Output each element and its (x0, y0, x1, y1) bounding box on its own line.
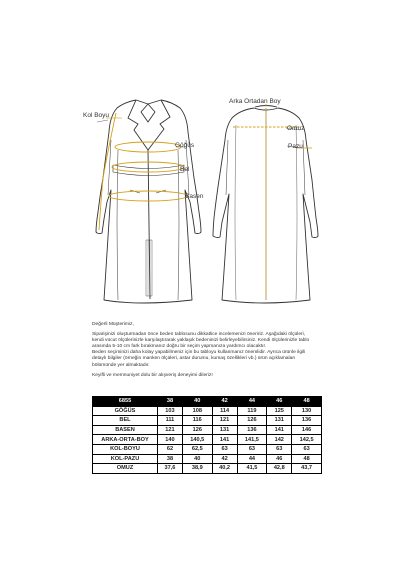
table-row (93, 454, 322, 464)
table-cell: 136 (292, 416, 322, 426)
front-measurements (99, 113, 187, 230)
table-cell: 119 (237, 406, 267, 416)
table-row-label: BEL (93, 416, 158, 426)
table-row (93, 444, 322, 454)
table-cell: 63 (212, 444, 237, 454)
front-view (96, 100, 201, 303)
table-cell: 43,7 (292, 464, 322, 474)
table-cell: 41,5 (237, 464, 267, 474)
table-header-cell: 6855 (93, 397, 158, 407)
table-cell: 141,5 (237, 435, 267, 445)
table-cell: 37,6 (158, 464, 183, 474)
table-cell: 116 (182, 416, 212, 426)
table-cell: 136 (237, 425, 267, 435)
table-cell: 38 (158, 454, 183, 464)
table-cell: 40 (182, 454, 212, 464)
table-cell: 42,8 (267, 464, 292, 474)
label-pointers (97, 120, 305, 196)
table-cell: 62,5 (182, 444, 212, 454)
table-header-cell: 40 (182, 397, 212, 407)
label-back-center-length: Arka Ortadan Boy (229, 98, 281, 105)
table-cell: 103 (158, 406, 183, 416)
table-cell: 140 (158, 435, 183, 445)
table-cell: 63 (267, 444, 292, 454)
table-row (93, 406, 322, 416)
back-measurements (233, 104, 312, 300)
table-cell: 126 (237, 416, 267, 426)
size-table-header-row (93, 397, 322, 407)
table-header-cell: 38 (158, 397, 183, 407)
label-hip: Basen (185, 193, 204, 200)
table-header-cell: 44 (237, 397, 267, 407)
table-cell: 114 (212, 406, 237, 416)
table-cell: 142 (267, 435, 292, 445)
table-cell: 141 (212, 435, 237, 445)
table-cell: 111 (158, 416, 183, 426)
table-cell: 42 (212, 454, 237, 464)
back-view (213, 106, 318, 304)
table-header-cell: 48 (292, 397, 322, 407)
table-cell: 44 (237, 454, 267, 464)
table-cell: 48 (292, 454, 322, 464)
notice-paragraph-1: Siparişinizi oluşturmadan önce beden tablosunu dikkatlice incelemenizi öneririz. Aşağıdaki ölçüleri, kendi vücut ölçülerinizle karşılaştırarak yaklaşık bedeninizi belirleyebilirsiniz. Kendi ölçülerinizle tablo arasında 5-10 cm fark bırakmanız doğru bir seçim yapmanıza yardımcı olacaktır. (92, 332, 310, 350)
table-cell: 46 (267, 454, 292, 464)
table-row-label: KOL-PAZU (93, 454, 158, 464)
label-chest: Göğüs (175, 142, 195, 149)
label-shoulder: Omuz (287, 125, 305, 132)
notice-greeting: Değerli Müşterimiz, (92, 322, 134, 327)
table-cell: 108 (182, 406, 212, 416)
table-cell: 140,5 (182, 435, 212, 445)
size-table (92, 396, 322, 474)
table-row-label: ARKA-ORTA-BOY (93, 435, 158, 445)
table-cell: 63 (292, 444, 322, 454)
table-cell: 63 (237, 444, 267, 454)
table-cell: 130 (292, 406, 322, 416)
size-table-body (93, 406, 322, 473)
table-cell: 131 (212, 425, 237, 435)
table-cell: 146 (292, 425, 322, 435)
label-waist: Bel (180, 166, 190, 173)
table-cell: 62 (158, 444, 183, 454)
table-row (93, 425, 322, 435)
table-cell: 121 (158, 425, 183, 435)
table-header-cell: 42 (212, 397, 237, 407)
label-upper-arm: Pazu (288, 143, 303, 150)
table-row (93, 464, 322, 474)
table-row-label: OMUZ (93, 464, 158, 474)
customer-notice (92, 322, 317, 379)
table-row-label: KOL-BOYU (93, 444, 158, 454)
notice-paragraph-2: Beden seçiminizi daha kolay yapabilmeniz için bu tabloyu kullanmanız önemlidir. Ayrıca ürünle ilgili detaylı bilgiler (örneğin manken ölçüleri, astar durumu, kumaş özellikleri vb.) ürün açıklamaları bölümünde yer almaktadır. (92, 350, 306, 368)
table-cell: 131 (267, 416, 292, 426)
table-row-label: GÖĞÜS (93, 406, 158, 416)
table-cell: 126 (182, 425, 212, 435)
table-cell: 125 (267, 406, 292, 416)
table-header-cell: 46 (267, 397, 292, 407)
table-row-label: BASEN (93, 425, 158, 435)
table-row (93, 416, 322, 426)
table-cell: 141 (267, 425, 292, 435)
table-cell: 40,2 (212, 464, 237, 474)
table-cell: 121 (212, 416, 237, 426)
table-cell: 142,5 (292, 435, 322, 445)
notice-closing: Keyifli ve memnuniyet dolu bir alışveriş deneyimi dileriz! (92, 372, 213, 378)
table-row (93, 435, 322, 445)
label-sleeve-length: Kol Boyu (83, 112, 110, 119)
table-cell: 38,9 (182, 464, 212, 474)
